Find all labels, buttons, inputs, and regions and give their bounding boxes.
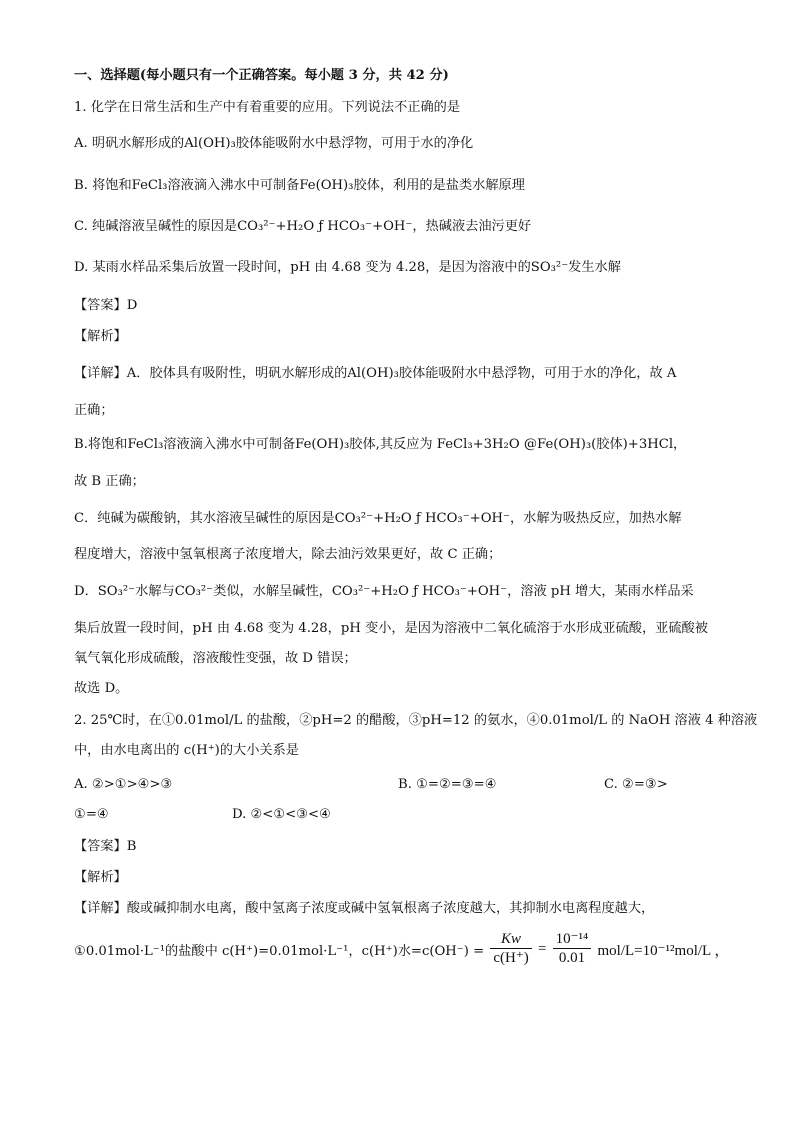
q2-option-c: C. ②=③> <box>604 777 668 792</box>
q2-formula-line <box>74 931 729 968</box>
q2-option-d: D. ②<①<③<④ <box>232 807 331 822</box>
value-fraction <box>553 931 592 968</box>
formula-prefix: ①0.01mol·L⁻¹的盐酸中 c(H⁺)=0.01mol·L⁻¹，c(H⁺)水=c(OH⁻) = <box>74 944 485 959</box>
q1-detail-line: B.将饱和FeCl₃溶液滴入沸水中可制备Fe(OH)₃胶体,其反应为 FeCl₃+3H₂O @Fe(OH)₃(胶体)+3HCl， <box>74 437 687 452</box>
q1-detail-line: 故 B 正确； <box>74 474 145 489</box>
q2-option-b: B. ①=②=③=④ <box>398 777 497 792</box>
q1-option-d: D. 某雨水样品采集后放置一段时间，pH 由 4.68 变为 4.28，是因为溶液中的SO₃²⁻发生水解 <box>74 260 621 275</box>
q1-option-b: B. 将饱和FeCl₃溶液滴入沸水中可制备Fe(OH)₃胶体，利用的是盐类水解原理 <box>74 178 525 193</box>
q1-analysis-label: 【解析】 <box>74 329 127 344</box>
q1-option-c: C. 纯碱溶液呈碱性的原因是CO₃²⁻+H₂O ƒ HCO₃⁻+OH⁻，热碱液去油污更好 <box>74 219 532 234</box>
q1-detail-line: 程度增大，溶液中氢氧根离子浓度增大，除去油污效果更好，故 C 正确； <box>74 547 502 562</box>
q2-answer: 【答案】B <box>74 839 137 854</box>
q2-option-a: A. ②>①>④>③ <box>74 777 173 792</box>
q1-detail-line: 集后放置一段时间，pH 由 4.68 变为 4.28，pH 变小，是因为溶液中二氧化硫溶于水形成亚硫酸，亚硫酸被 <box>74 621 708 636</box>
kw-fraction <box>490 931 531 968</box>
section-heading: 一、选择题(每小题只有一个正确答案。每小题 3 分，共 42 分) <box>74 68 449 83</box>
q1-detail-line: 【详解】A．胶体具有吸附性，明矾水解形成的Al(OH)₃胶体能吸附水中悬浮物，可用于水的净化，故 A <box>74 366 677 381</box>
q1-option-a: A. 明矾水解形成的Al(OH)₃胶体能吸附水中悬浮物，可用于水的净化 <box>74 136 474 151</box>
q1-stem: 1. 化学在日常生活和生产中有着重要的应用。下列说法不正确的是 <box>74 100 461 115</box>
kw-denominator: c(H⁺) <box>493 950 529 966</box>
q1-detail-line: 氧气氧化形成硫酸，溶液酸性变强，故 D 错误； <box>74 651 357 666</box>
q1-detail-line: C．纯碱为碳酸钠，其水溶液呈碱性的原因是CO₃²⁻+H₂O ƒ HCO₃⁻+OH⁻，水解为吸热反应，加热水解 <box>74 511 682 526</box>
value-denominator: 0.01 <box>558 950 586 966</box>
q2-detail-line: 【详解】酸或碱抑制水电离，酸中氢离子浓度或碱中氢氧根离子浓度越大，其抑制水电离程度越大， <box>74 901 655 916</box>
q1-conclusion: 故选 D。 <box>74 681 129 696</box>
q1-detail-line: D．SO₃²⁻水解与CO₃²⁻类似，水解呈碱性，CO₃²⁻+H₂O ƒ HCO₃⁻+OH⁻，溶液 pH 增大，某雨水样品采 <box>74 584 694 599</box>
q1-detail-line: 正确； <box>74 403 114 418</box>
q2-option-c-cont: ①=④ <box>74 807 109 822</box>
q1-answer: 【答案】D <box>74 298 138 313</box>
q2-stem: 2. 25℃时，在①0.01mol/L 的盐酸，②pH=2 的醋酸，③pH=12 的氨水，④0.01mol/L 的 NaOH 溶液 4 种溶液 <box>74 713 758 728</box>
value-numerator: 10⁻¹⁴ <box>553 931 592 949</box>
kw-numerator: Kw <box>490 931 531 949</box>
equals-sign: = <box>537 941 547 957</box>
formula-result: mol/L=10⁻¹²mol/L ， <box>597 943 730 959</box>
q2-analysis-label: 【解析】 <box>74 870 127 885</box>
q2-stem-cont: 中，由水电离出的 c(H⁺)的大小关系是 <box>74 743 299 758</box>
